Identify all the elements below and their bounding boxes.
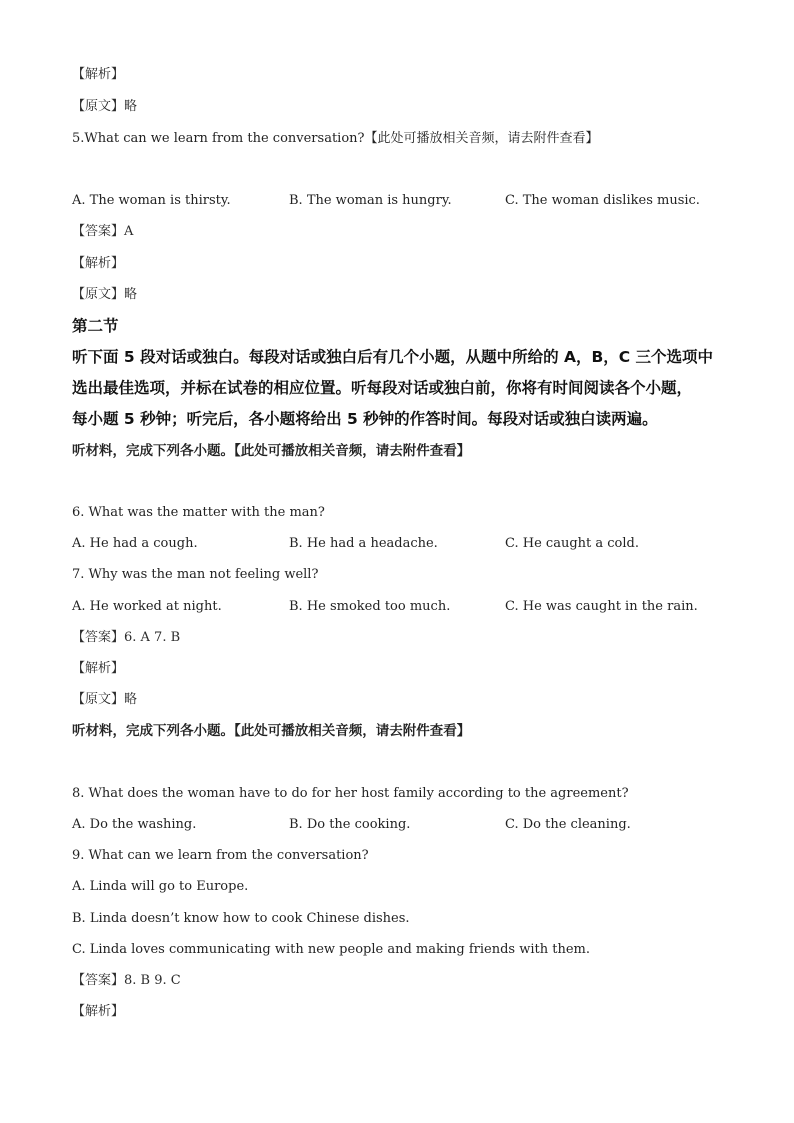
q7-option-b: B. He smoked too much.: [289, 599, 451, 614]
q5-option-c: C. The woman dislikes music.: [505, 193, 700, 208]
q6-option-a: A. He had a cough.: [72, 536, 198, 551]
analysis-label: 【解析】: [72, 661, 125, 676]
q8-option-a: A. Do the washing.: [72, 817, 197, 832]
question-8: 8. What does the woman have to do for her host family according to the agreement?: [72, 786, 629, 801]
q6-option-b: B. He had a headache.: [289, 536, 438, 551]
instructions-line-3: 每小题 5 秒钟；听完后，各小题将给出 5 秒钟的作答时间。每段对话或独白读两遍。: [72, 410, 658, 428]
question-9: 9. What can we learn from the conversation?: [72, 848, 369, 863]
answer-6-7: 【答案】6. A 7. B: [72, 630, 181, 645]
analysis-label: 【解析】: [72, 1004, 125, 1019]
question-5: 5.What can we learn from the conversation?【此处可播放相关音频，请去附件查看】: [72, 131, 599, 146]
q9-option-b: B. Linda doesn’t know how to cook Chinese dishes.: [72, 911, 410, 926]
original-text-label: 【原文】略: [72, 99, 138, 114]
original-text-label: 【原文】略: [72, 692, 138, 707]
q6-option-c: C. He caught a cold.: [505, 536, 639, 551]
analysis-label: 【解析】: [72, 256, 125, 271]
question-7: 7. Why was the man not feeling well?: [72, 567, 319, 582]
answer-5: 【答案】A: [72, 224, 134, 239]
material-prompt-1: 听材料，完成下列各小题。【此处可播放相关音频，请去附件查看】: [72, 443, 471, 459]
q9-option-c: C. Linda loves communicating with new people and making friends with them.: [72, 942, 590, 957]
q7-option-c: C. He was caught in the rain.: [505, 599, 698, 614]
q9-option-a: A. Linda will go to Europe.: [72, 879, 249, 894]
q7-option-a: A. He worked at night.: [72, 599, 222, 614]
q8-option-b: B. Do the cooking.: [289, 817, 411, 832]
answer-8-9: 【答案】8. B 9. C: [72, 973, 181, 988]
question-6: 6. What was the matter with the man?: [72, 505, 325, 520]
q8-option-c: C. Do the cleaning.: [505, 817, 631, 832]
q5-option-b: B. The woman is hungry.: [289, 193, 452, 208]
q5-option-a: A. The woman is thirsty.: [72, 193, 231, 208]
section-2-title: 第二节: [72, 317, 119, 335]
instructions-line-1: 听下面 5 段对话或独白。每段对话或独白后有几个小题，从题中所给的 A，B，C 三个选项中: [72, 348, 714, 366]
material-prompt-2: 听材料，完成下列各小题。【此处可播放相关音频，请去附件查看】: [72, 723, 471, 739]
original-text-label: 【原文】略: [72, 287, 138, 302]
analysis-label: 【解析】: [72, 67, 125, 82]
instructions-line-2: 选出最佳选项，并标在试卷的相应位置。听每段对话或独白前，你将有时间阅读各个小题，: [72, 379, 693, 397]
